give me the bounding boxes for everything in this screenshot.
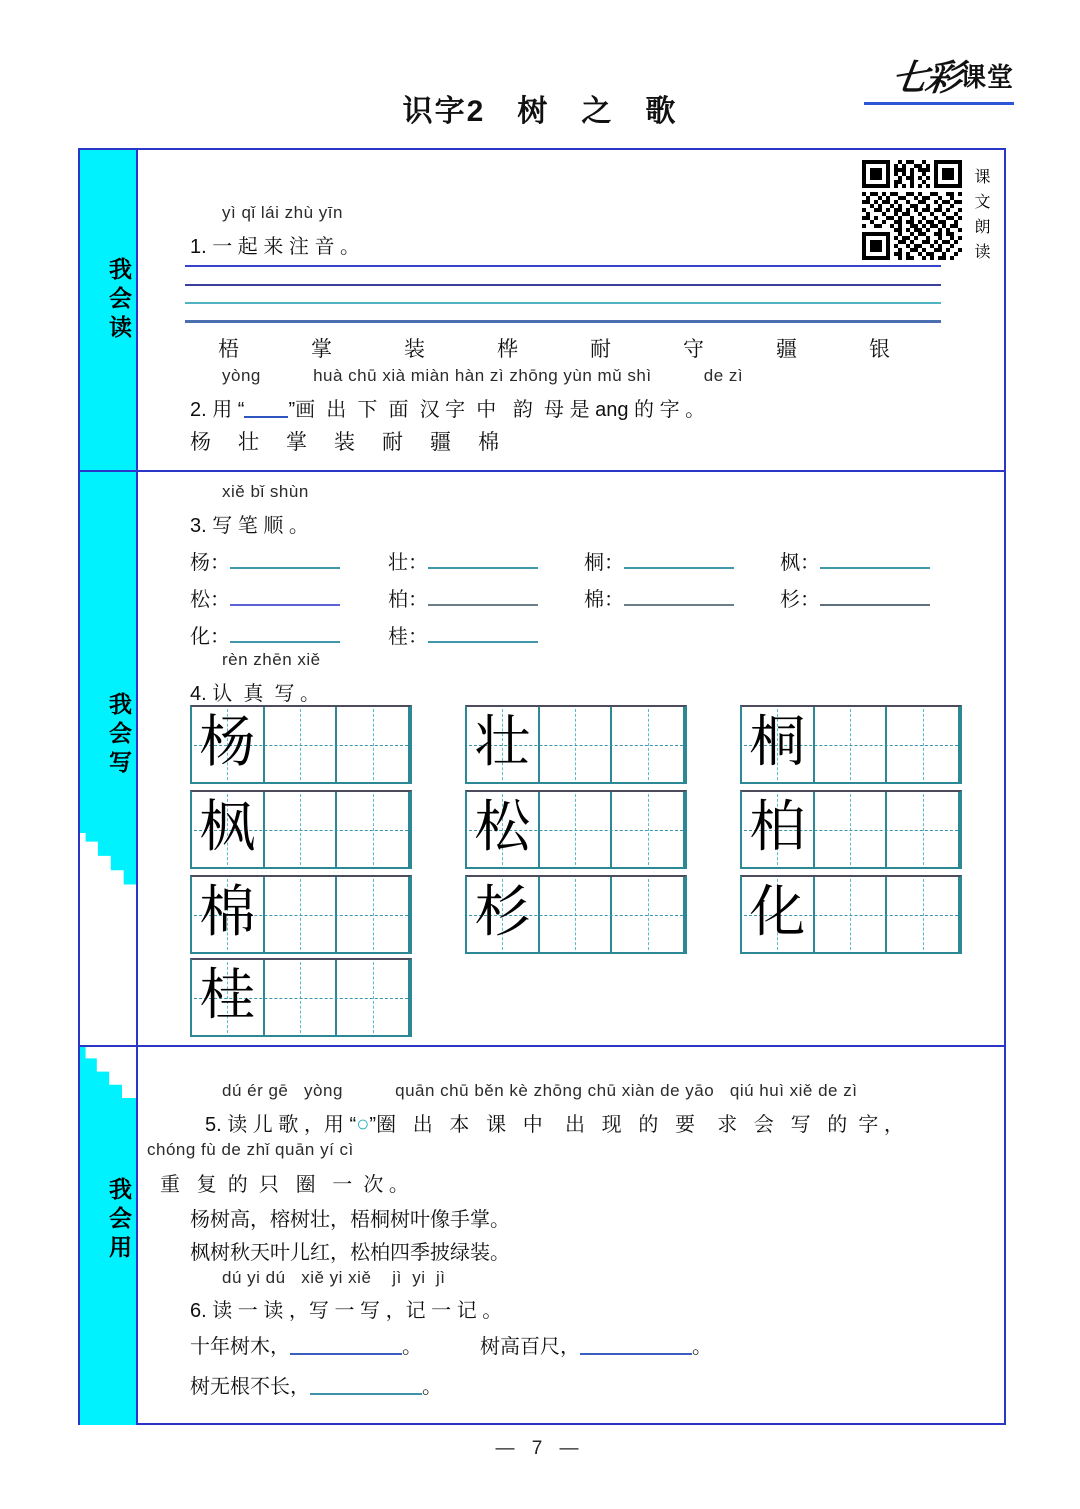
- writing-grid: [740, 875, 962, 954]
- answer-line: [185, 284, 941, 286]
- circle-mark: ○: [356, 1111, 370, 1136]
- stroke-label: 杉：: [780, 589, 820, 611]
- grid-cell: [192, 792, 265, 867]
- answer-line: [185, 320, 941, 323]
- q1-character-row: [218, 333, 890, 363]
- practice-character: 化: [749, 879, 806, 945]
- writing-grid: [465, 705, 687, 784]
- stroke-blank: [230, 591, 340, 606]
- grid-cell: [467, 707, 540, 782]
- q3-pinyin: xiě bǐ shùn: [222, 482, 309, 501]
- grid-cell: [192, 877, 265, 952]
- stroke-blank: [624, 554, 734, 569]
- character: 掌: [311, 337, 332, 361]
- fill-label: 树无根不长，: [190, 1374, 310, 1398]
- writing-grid: [740, 790, 962, 869]
- stroke-label: 柏：: [388, 589, 428, 611]
- q5-text-2: 重 复 的 只 圈 一 次 。: [160, 1174, 409, 1196]
- stroke-order-item: [388, 546, 538, 575]
- character: 掌: [286, 430, 307, 454]
- brand-logo-script: 七彩: [888, 57, 963, 99]
- writing-grid: [190, 958, 412, 1037]
- stroke-order-item: [190, 546, 340, 575]
- stroke-blank: [230, 554, 340, 569]
- character: 装: [334, 430, 355, 454]
- stroke-label: 桐：: [584, 552, 624, 574]
- qr-code-image: [862, 160, 962, 260]
- q5-pinyin-1: dú ér gē yòng quān chū běn kè zhōng chū xiàn de yāo qiú huì xiě de zì: [222, 1081, 858, 1100]
- poem-line-1: 杨树高，榕树壮，梧桐树叶像手掌。: [190, 1207, 510, 1231]
- stroke-label: 杨：: [190, 552, 230, 574]
- stroke-blank: [428, 628, 538, 643]
- grid-cell: [192, 960, 265, 1035]
- writing-grid: [465, 875, 687, 954]
- q2-blank: [244, 402, 288, 418]
- writing-grid: [740, 705, 962, 784]
- character: 守: [683, 337, 704, 361]
- stroke-order-item: [190, 620, 340, 649]
- character: 壮: [238, 430, 259, 454]
- q2-pinyin: yòng huà chū xià miàn hàn zì zhōng yùn mǔ shì de zì: [222, 366, 744, 385]
- qr-caption: 课文朗读: [972, 168, 991, 268]
- fill-blank: [310, 1379, 422, 1395]
- stroke-order-item: [388, 620, 538, 649]
- stroke-blank: [820, 554, 930, 569]
- q4-text: 4. 认 真 写 。: [190, 683, 321, 705]
- practice-character: 桂: [199, 962, 256, 1028]
- grid-cell: [742, 707, 815, 782]
- stroke-order-item: [388, 583, 538, 612]
- fill-label: 树高百尺，: [480, 1334, 580, 1358]
- answer-line: [185, 265, 941, 267]
- fill-label: 十年树木，: [190, 1334, 290, 1358]
- answer-line: [185, 302, 941, 304]
- grid-cell: [192, 707, 265, 782]
- sidebar-tab-use: 我会用: [106, 1177, 132, 1264]
- grid-cell: [467, 792, 540, 867]
- stroke-blank: [230, 628, 340, 643]
- sidebar-divider: [136, 150, 138, 1423]
- q2-text-after: ”画 出 下 面 汉 字 中 韵 母 是 ang 的 字 。: [288, 399, 706, 421]
- fill-blank: [290, 1339, 402, 1355]
- stroke-blank: [820, 591, 930, 606]
- practice-character: 柏: [749, 794, 806, 860]
- section-divider-2: [80, 1045, 1004, 1047]
- q3-text: 3. 写 笔 顺 。: [190, 515, 309, 537]
- poem-line-2: 枫树秋天叶儿红，松柏四季披绿装。: [190, 1240, 510, 1264]
- stroke-label: 化：: [190, 626, 230, 648]
- practice-character: 松: [474, 794, 531, 860]
- writing-grid: [465, 790, 687, 869]
- stroke-label: 壮：: [388, 552, 428, 574]
- character: 棉: [478, 430, 499, 454]
- sidebar-tab-read: 我会读: [106, 257, 132, 344]
- q4-pinyin: rèn zhēn xiě: [222, 650, 321, 669]
- stroke-order-item: [780, 583, 930, 612]
- fill-period: 。: [422, 1374, 442, 1398]
- stroke-order-item: [584, 583, 734, 612]
- fill-period: 。: [402, 1334, 422, 1358]
- q2-character-row: [190, 426, 499, 456]
- section-divider-1: [80, 470, 1004, 472]
- fill-line-2: [190, 1370, 442, 1399]
- stroke-blank: [428, 554, 538, 569]
- writing-grid: [190, 790, 412, 869]
- grid-cell: [742, 877, 815, 952]
- character: 耐: [590, 337, 611, 361]
- character: 疆: [776, 337, 797, 361]
- fill-blank: [580, 1339, 692, 1355]
- stroke-label: 棉：: [584, 589, 624, 611]
- q5-text-before: 5. 读 儿 歌 ，用 “: [205, 1114, 357, 1136]
- practice-character: 壮: [474, 709, 531, 775]
- character: 耐: [382, 430, 403, 454]
- q1-text: 1. 一 起 来 注 音 。: [190, 236, 361, 258]
- stroke-label: 枫：: [780, 552, 820, 574]
- stroke-order-item: [190, 583, 340, 612]
- q1-pinyin: yì qǐ lái zhù yīn: [222, 203, 343, 222]
- page-number: — 7 —: [495, 1438, 585, 1459]
- q6-pinyin: dú yi dú xiě yi xiě jì yi jì: [222, 1268, 446, 1287]
- grid-cell: [467, 877, 540, 952]
- sidebar-tab-write: 我会写: [106, 692, 132, 779]
- writing-grid: [190, 875, 412, 954]
- page-title: 识字2 树 之 歌: [402, 95, 678, 128]
- brand-logo-bold: 课堂: [959, 62, 1014, 92]
- character: 杨: [190, 430, 211, 454]
- practice-character: 棉: [199, 879, 256, 945]
- character: 装: [404, 337, 425, 361]
- character: 疆: [430, 430, 451, 454]
- character: 桦: [497, 337, 518, 361]
- stroke-blank: [428, 591, 538, 606]
- character: 银: [869, 337, 890, 361]
- stroke-blank: [624, 591, 734, 606]
- q6-text: 6. 读 一 读 ，写 一 写 ，记 一 记 。: [190, 1300, 503, 1322]
- q5-text-after: ”圈 出 本 课 中 出 现 的 要 求 会 写 的 字 ，: [369, 1114, 904, 1136]
- practice-character: 杉: [474, 879, 531, 945]
- fill-line-1: [190, 1330, 712, 1359]
- fill-period: 。: [692, 1334, 712, 1358]
- practice-character: 枫: [199, 794, 256, 860]
- q5-text-1: [205, 1108, 904, 1137]
- practice-character: 杨: [199, 709, 256, 775]
- stroke-order-item: [780, 546, 930, 575]
- q2-text: [190, 393, 705, 422]
- q2-text-before: 2. 用 “: [190, 399, 245, 421]
- stroke-label: 桂：: [388, 626, 428, 648]
- qr-code: [862, 160, 962, 265]
- character: 梧: [218, 337, 239, 361]
- stroke-label: 松：: [190, 589, 230, 611]
- writing-grid: [190, 705, 412, 784]
- practice-character: 桐: [749, 709, 806, 775]
- grid-cell: [742, 792, 815, 867]
- stroke-order-item: [584, 546, 734, 575]
- q5-pinyin-2: chóng fù de zhǐ quān yí cì: [147, 1140, 354, 1159]
